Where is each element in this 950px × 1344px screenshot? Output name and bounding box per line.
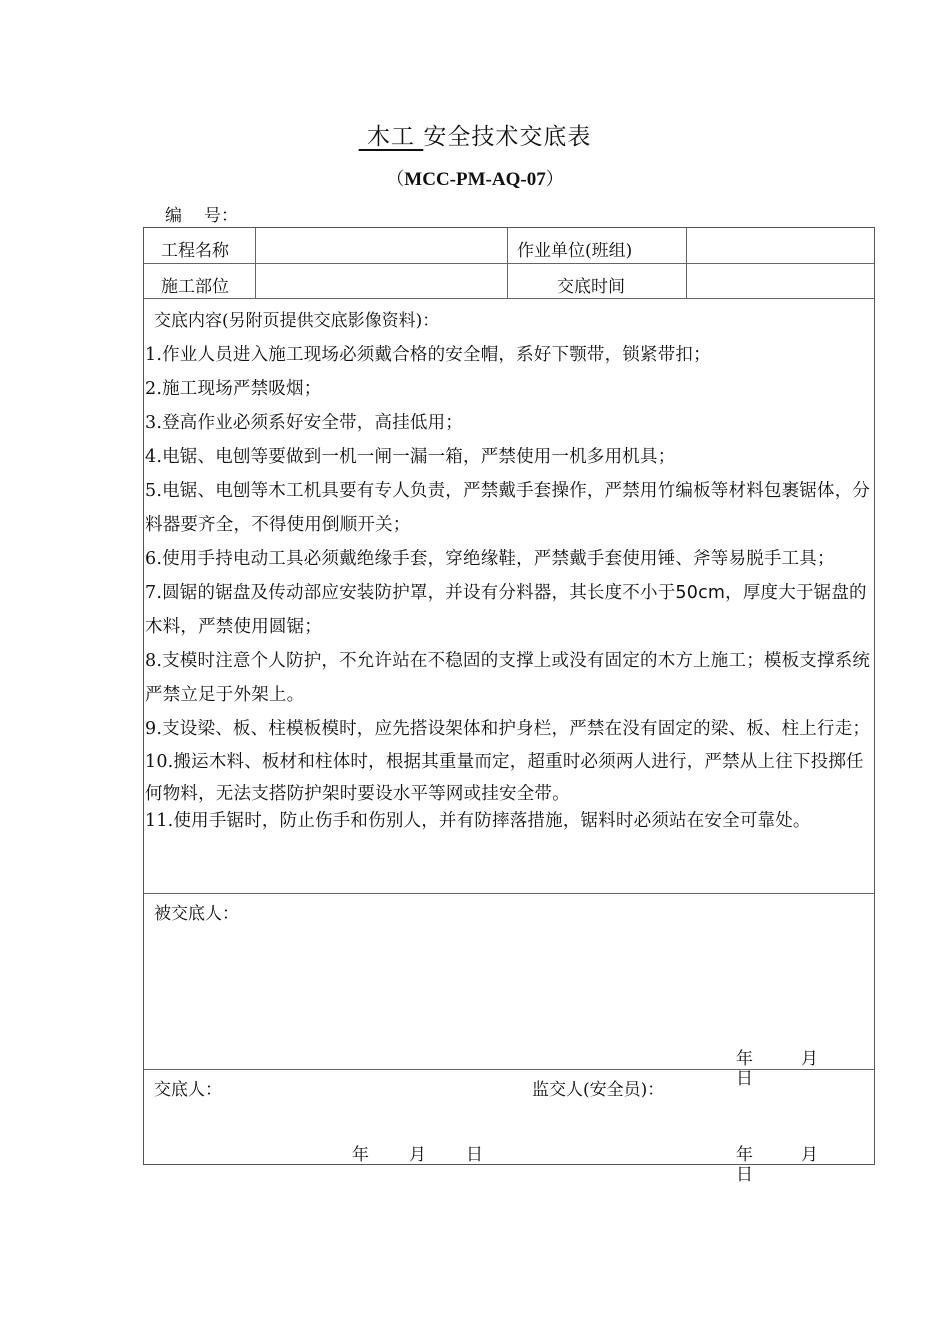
project-name-label: 工程名称 xyxy=(161,241,229,261)
document-title xyxy=(0,118,950,151)
supervisor-label: 监交人(安全员)： xyxy=(532,1080,665,1100)
list-item: 9.支设梁、板、柱模板模时，应先搭设架体和护身栏，严禁在没有固定的梁、板、柱上行走； xyxy=(145,719,871,739)
list-item: 3.登高作业必须系好安全带，高挂低用； xyxy=(145,413,464,433)
briefer-date: 年 月 日 xyxy=(352,1145,483,1165)
row-divider xyxy=(144,893,874,894)
receiver-date: 年 月日 xyxy=(736,1049,818,1089)
col-divider xyxy=(507,228,508,298)
list-item: 4.电锯、电刨等要做到一机一闸一漏一箱，严禁使用一机多用机具； xyxy=(145,447,676,467)
list-item: 1.作业人员进入施工现场必须戴合格的安全帽，系好下颚带，锁紧带扣； xyxy=(145,345,711,365)
title-rest: 安全技术交底表 xyxy=(423,124,592,150)
list-item: 10.搬运木料、板材和柱体时，根据其重量而定，超重时必须两人进行，严禁从上往下投掷任何物料，无法支搭防护架时要设水平等网或挂安全带。 xyxy=(145,752,864,804)
list-item: 5.电锯、电刨等木工机具要有专人负责，严禁戴手套操作，严禁用竹编板等材料包裹锯体，分料器要齐全，不得使用倒顺开关； xyxy=(145,481,871,535)
row-divider xyxy=(144,263,874,264)
number-label: 编 号： xyxy=(165,206,238,226)
supervisor-date: 年 月日 xyxy=(736,1145,818,1185)
content-items xyxy=(144,338,874,832)
code-text: MCC-PM-AQ-07 xyxy=(404,169,546,190)
list-item: 2.施工现场严禁吸烟； xyxy=(145,379,322,399)
briefer-label: 交底人： xyxy=(154,1080,222,1100)
list-item: 11.使用手锯时，防止伤手和伤别人，并有防摔落措施，锯料时必须站在安全可靠处。 xyxy=(145,811,811,831)
list-item: 6.使用手持电动工具必须戴绝缘手套，穿绝缘鞋，严禁戴手套使用锤、斧等易脱手工具； xyxy=(145,549,835,569)
title-trade: 木工 xyxy=(367,124,415,150)
work-unit-label: 作业单位(班组) xyxy=(517,241,633,261)
briefing-time-label: 交底时间 xyxy=(557,277,625,297)
receiver-label: 被交底人： xyxy=(154,904,239,924)
col-divider xyxy=(255,228,256,298)
col-divider xyxy=(686,228,687,298)
briefing-table xyxy=(143,227,875,1185)
list-item: 8.支模时注意个人防护，不允许站在不稳固的支撑上或没有固定的木方上施工；模板支撑系统严禁立足于外架上。 xyxy=(145,651,871,705)
document-code: （MCC-PM-AQ-07） xyxy=(386,169,564,190)
content-heading: 交底内容(另附页提供交底影像资料)： xyxy=(154,311,440,331)
construction-part-label: 施工部位 xyxy=(161,277,229,297)
briefing-content xyxy=(144,298,874,893)
list-item: 7.圆锯的锯盘及传动部应安装防护罩，并设有分料器，其长度不小于50cm，厚度大于锯盘的木料，严禁使用圆锯； xyxy=(145,583,867,637)
